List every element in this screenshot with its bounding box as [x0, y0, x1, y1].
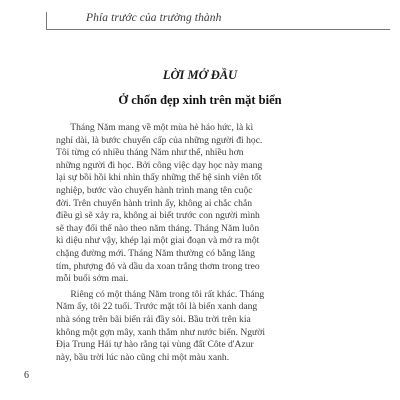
text-line: không một gợn mây, xanh thẳm như nước biển. Người [56, 326, 265, 338]
paragraph-1 [56, 122, 356, 286]
text-line: Tôi từng có nhiều tháng Năm như thế, nhiều hơn [56, 147, 244, 159]
body-text [56, 122, 356, 364]
header-divider [46, 29, 390, 30]
section-subtitle: Ở chốn đẹp xinh trên mặt biển [118, 93, 282, 107]
text-line: sẽ thay đổi thế nào theo năm tháng. Tháng Năm luôn [56, 222, 260, 234]
text-line: kì diệu như vậy, khép lại một giai đoạn và mở ra một [56, 235, 260, 247]
paragraph-2 [56, 289, 356, 365]
text-line: đời. Trên chuyến hành trình ấy, không ai chắc chắn [56, 197, 253, 209]
text-line: Địa Trung Hải tự hào rằng tại vùng đất Côte d'Azur [56, 339, 254, 351]
text-line: mỗi buổi sớm mai. [56, 273, 129, 285]
text-line: chặng đường mới. Tháng Năm thường có bằng lăng [56, 247, 255, 259]
text-line: Tháng Năm mang về một mùa hè háo hức, là kì [56, 122, 254, 133]
text-line: những người đi học. Bởi công việc dạy học này mang [56, 159, 263, 171]
chapter-title: LỜI MỞ ĐẦU [162, 68, 238, 82]
header-tick-mark [46, 12, 47, 29]
text-line: này, bầu trời lúc nào cũng chỉ một màu xanh. [56, 351, 230, 363]
text-line: điều gì sẽ xảy ra, không ai biết trước con người mình [56, 210, 260, 222]
running-header-title: Phía trước của trường thành [86, 12, 222, 24]
text-line: Năm ấy, tôi 22 tuổi. Trước mặt tôi là biển xanh dang [56, 301, 258, 313]
page-number: 6 [24, 370, 29, 381]
text-line: nghỉ dài, là bước chuyển cấp của những người đi học. [56, 134, 263, 146]
text-line: nhà sóng trên bãi biển rải đầy sỏi. Bầu trời trên kia [56, 313, 251, 325]
text-line: lại sự bồi hồi khi nhìn thấy những thế hệ sinh viên tốt [56, 172, 262, 184]
text-line: tím, phượng đỏ và dầu da xoan trắng thơm trong treo [56, 260, 260, 272]
text-line: Riêng có một tháng Năm trong tôi rất khác. Tháng [56, 288, 265, 300]
text-line: nghiệp, bước vào chuyến hành trình mang tên cuộc [56, 184, 253, 196]
